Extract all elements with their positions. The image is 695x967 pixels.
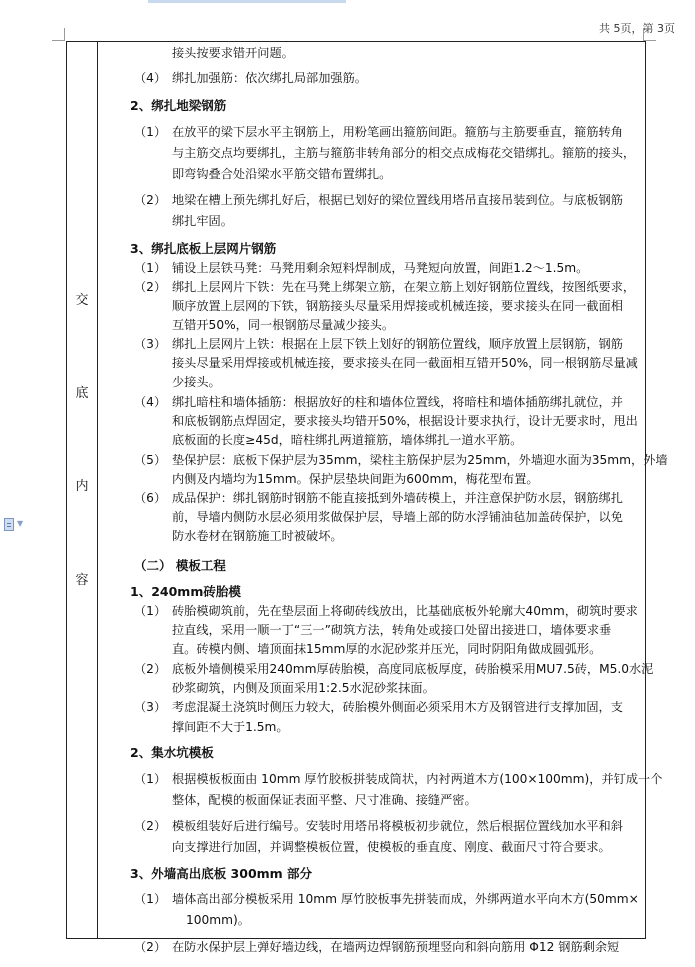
section-heading: 3、绑扎底板上层网片钢筋: [130, 241, 277, 256]
paragraph-line: 前，导墙内侧防水层必须用浆做保护层，导墙上部的防水浮铺油毡加盖砖保护，以免: [172, 510, 623, 524]
list-number: （3）: [134, 337, 167, 351]
section-heading: 3、外墙高出底板 300mm 部分: [130, 866, 313, 881]
paragraph-line: 与主筋交点均要绑扎，主筋与箍筋非转角部分的相交点成梅花交错绑扎。箍筋的接头，: [172, 146, 636, 160]
paragraph-line: 铺设上层铁马凳：马凳用剩余短料焊制成，马凳短向放置，间距1.2～1.5m。: [172, 261, 589, 275]
section-heading: 2、集水坑模板: [130, 745, 214, 760]
paragraph-line: 接头尽量采用焊接或机械连接，要求接头在同一截面相互错开50%，同一根钢筋尽量减: [172, 356, 638, 370]
paragraph-line: 接头按要求错开问题。: [172, 46, 294, 60]
paragraph-line: 模板组装好后进行编号。安装时用塔吊将模板初步就位，然后根据位置线加水平和斜: [172, 819, 623, 833]
top-scroll-indicator: [148, 0, 346, 3]
paragraph-line: 在放平的梁下层水平主钢筋上，用粉笔画出箍筋间距。箍筋与主筋要垂直，箍筋转角: [172, 125, 623, 139]
margin-corner-mark: [52, 28, 65, 41]
list-number: （1）: [134, 604, 167, 618]
paragraph-line: 和底板钢筋点焊固定，要求接头均错开50%，根据设计要求执行，设计无要求时，甩出: [172, 414, 638, 428]
paragraph-line: 底板外墙侧模采用240mm厚砖胎模，高度同底板厚度，砖胎模采用MU7.5砖，M5.0水泥: [172, 662, 654, 676]
paragraph-line: 撑间距不大于1.5m。: [172, 720, 289, 734]
paragraph-line: 绑扎加强筋：依次绑扎局部加强筋。: [172, 71, 367, 85]
paragraph-line: 内侧及内墙均为15mm。保护层垫块间距为600mm，梅花型布置。: [172, 472, 539, 486]
list-number: （2）: [134, 940, 167, 954]
paragraph-line: 绑扎暗柱和墙体插筋：根据放好的柱和墙体位置线，将暗柱和墙体插筋绑扎就位，并: [172, 395, 623, 409]
list-number: （1）: [134, 125, 167, 139]
section-heading: 1、240mm砖胎模: [130, 584, 241, 599]
paragraph-line: 在防水保护层上弹好墙边线，在墙两边焊钢筋预埋竖向和斜向筋用 Φ12 钢筋剩余短: [172, 940, 620, 954]
margin-corner-mark: [643, 28, 656, 41]
paragraph-line: 墙体高出部分模板采用 10mm 厚竹胶板事先拼装而成，外绑两道水平向木方(50mm×: [172, 892, 639, 906]
left-label-char: 底: [75, 386, 89, 401]
list-number: （2）: [134, 662, 167, 676]
table-column-divider: [97, 41, 98, 939]
list-number: （5）: [134, 453, 167, 467]
paragraph-line: 绑扎上层网片下铁：先在马凳上绑架立筋，在架立筋上划好钢筋位置线，按图纸要求，: [172, 280, 636, 294]
left-label-char: 交: [75, 293, 89, 308]
list-number: （2）: [134, 193, 167, 207]
paragraph-line: 地梁在槽上预先绑扎好后，根据已划好的梁位置线用塔吊直接吊装到位。与底板钢筋: [172, 193, 623, 207]
list-number: （2）: [134, 280, 167, 294]
paragraph-line: 根据模板板面由 10mm 厚竹胶板拼装成筒状，内衬两道木方(100×100mm)，并钉成一个: [172, 772, 663, 786]
paragraph-line: 砖胎模砌筑前，先在垫层面上将砌砖线放出，比基础底板外轮廓大40mm，砌筑时要求: [172, 604, 638, 618]
section-heading: 2、绑扎地梁钢筋: [130, 98, 227, 113]
left-label-char: 容: [75, 573, 89, 588]
paragraph-line: 向支撑进行加固，并调整模板位置，使模板的垂直度、刚度、截面尺寸符合要求。: [172, 840, 611, 854]
document-outline-icon[interactable]: ▼: [4, 518, 34, 534]
section-heading: （二） 模板工程: [134, 558, 226, 573]
paragraph-line: 100mm)。: [186, 913, 250, 927]
list-number: （2）: [134, 819, 167, 833]
paragraph-line: 防水卷材在钢筋施工时被破坏。: [172, 529, 343, 543]
list-number: （1）: [134, 772, 167, 786]
list-number: （1）: [134, 892, 167, 906]
left-label-char: 内: [75, 479, 89, 494]
page-info: 共 5页，第 3页: [599, 22, 675, 35]
list-number: （1）: [134, 261, 167, 275]
paragraph-line: 绑扎牢固。: [172, 214, 233, 228]
paragraph-line: 砂浆砌筑，内侧及顶面采用1:2.5水泥砂浆抹面。: [172, 681, 435, 695]
list-number: （4）: [134, 71, 167, 85]
list-number: （6）: [134, 491, 167, 505]
paragraph-line: 成品保护：绑扎钢筋时钢筋不能直接抵到外墙砖模上，并注意保护防水层，钢筋绑扎: [172, 491, 623, 505]
paragraph-line: 少接头。: [172, 375, 221, 389]
paragraph-line: 直。砖模内侧、墙顶面抹15mm厚的水泥砂浆并压光，同时阴阳角做成圆弧形。: [172, 642, 602, 656]
paragraph-line: 底板面的长度≥45d，暗柱绑扎两道箍筋，墙体绑扎一道水平筋。: [172, 433, 523, 447]
list-number: （4）: [134, 395, 167, 409]
paragraph-line: 绑扎上层网片上铁：根据在上层下铁上划好的钢筋位置线，顺序放置上层钢筋，钢筋: [172, 337, 623, 351]
paragraph-line: 考虑混凝土浇筑时侧压力较大，砖胎模外侧面必须采用木方及钢管进行支撑加固，支: [172, 700, 623, 714]
paragraph-line: 垫保护层：底板下保护层为35mm，梁柱主筋保护层为25mm，外墙迎水面为35mm，外墙: [172, 453, 668, 467]
paragraph-line: 即弯钩叠合处沿梁水平筋交错布置绑扎。: [172, 167, 392, 181]
paragraph-line: 顺序放置上层网的下铁，钢筋接头尽量采用焊接或机械连接，要求接头在同一截面相: [172, 299, 623, 313]
list-number: （3）: [134, 700, 167, 714]
paragraph-line: 拉直线，采用一顺一丁“三一”砌筑方法，转角处或接口处留出接进口，墙体要求垂: [172, 623, 612, 637]
paragraph-line: 整体，配模的板面保证表面平整、尺寸准确、接缝严密。: [172, 793, 477, 807]
paragraph-line: 互错开50%，同一根钢筋尽量减少接头。: [172, 318, 395, 332]
